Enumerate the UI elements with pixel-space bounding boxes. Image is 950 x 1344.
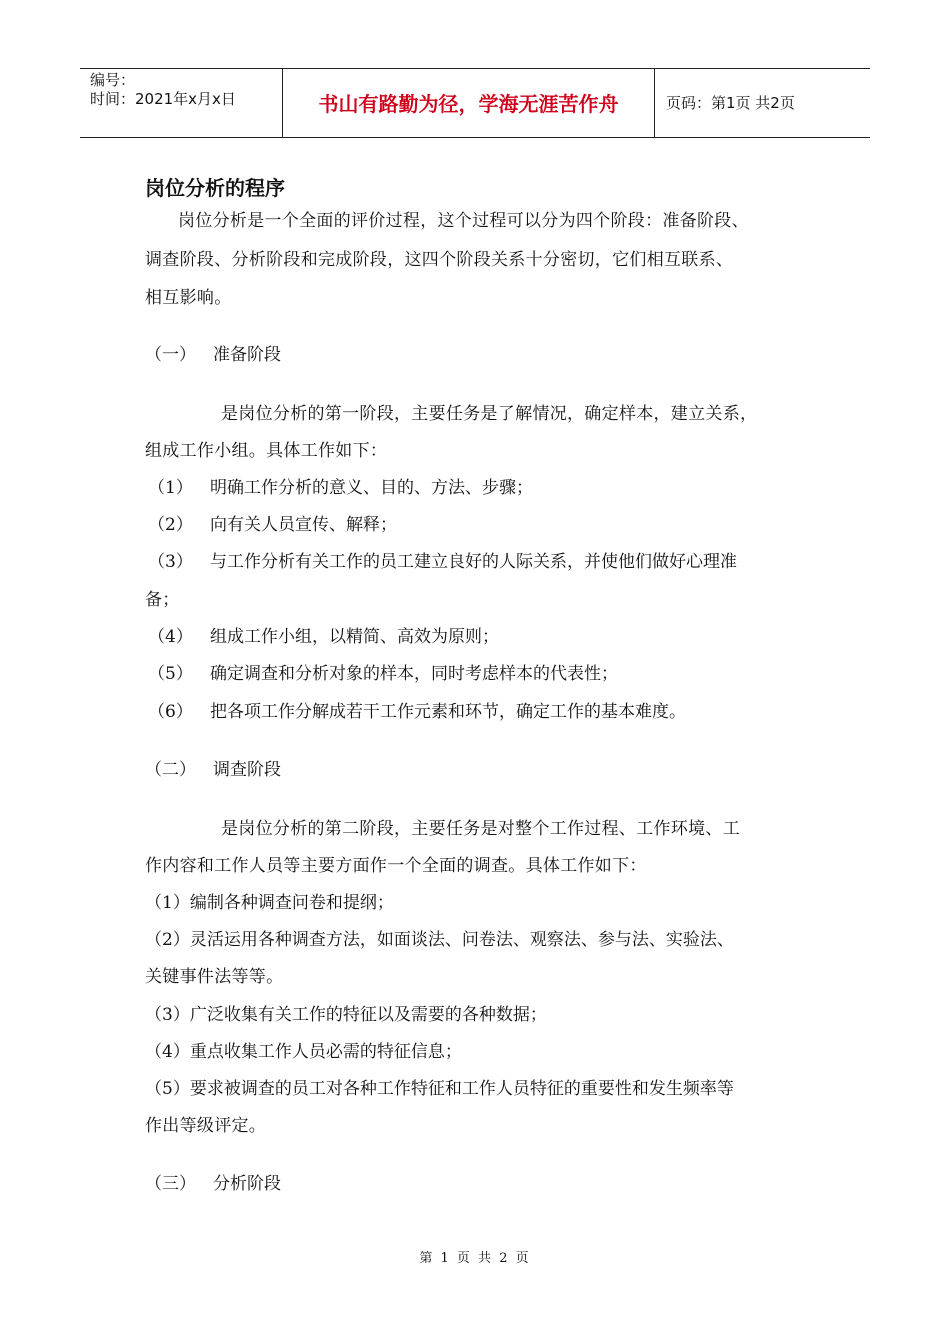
- document-title: 岗位分析的程序: [145, 176, 285, 200]
- section-heading: [145, 344, 281, 366]
- section-desc-line: 是岗位分析的第二阶段，主要任务是对整个工作过程、工作环境、工: [221, 819, 740, 839]
- section-name: 准备阶段: [213, 345, 281, 365]
- list-item: [148, 551, 737, 573]
- section-number: （一）: [145, 345, 196, 365]
- item-text: 确定调查和分析对象的样本，同时考虑样本的代表性；: [210, 664, 618, 684]
- list-item: （3）广泛收集有关工作的特征以及需要的各种数据；: [145, 1005, 547, 1025]
- item-continuation: 备；: [145, 590, 180, 610]
- list-item: [148, 701, 686, 723]
- section-name: 调查阶段: [213, 760, 281, 780]
- date-label: 时间：2021年x月x日: [90, 90, 236, 108]
- page-number-label: 页码：第1页 共2页: [666, 94, 795, 112]
- item-text: 把各项工作分解成若干工作元素和环节，确定工作的基本难度。: [210, 702, 686, 722]
- item-text: 与工作分析有关工作的员工建立良好的人际关系，并使他们做好心理准: [210, 552, 737, 572]
- list-item: （5）要求被调查的员工对各种工作特征和工作人员特征的重要性和发生频率等: [145, 1079, 734, 1099]
- list-item: [148, 514, 397, 536]
- intro-line: 相互影响。: [145, 288, 232, 308]
- item-text: 向有关人员宣传、解释；: [210, 515, 397, 535]
- item-number: （6）: [148, 702, 193, 722]
- list-item: （1）编制各种调查问卷和提纲；: [145, 893, 394, 913]
- list-item: [148, 663, 618, 685]
- header-meta-cell: [80, 69, 283, 137]
- section-heading: [145, 1173, 281, 1195]
- list-item: （2）灵活运用各种调查方法，如面谈法、问卷法、观察法、参与法、实验法、: [145, 930, 734, 950]
- section-desc-line: 作内容和工作人员等主要方面作一个全面的调查。具体工作如下：: [145, 856, 647, 876]
- list-item: [148, 626, 499, 648]
- header-page-cell: [656, 69, 870, 137]
- motto-text: 书山有路勤为径，学海无涯苦作舟: [318, 92, 619, 116]
- intro-line: 调查阶段、分析阶段和完成阶段，这四个阶段关系十分密切，它们相互联系、: [145, 250, 734, 270]
- item-number: （5）: [148, 664, 193, 684]
- item-text: 组成工作小组，以精简、高效为原则；: [210, 627, 499, 647]
- item-number: （4）: [148, 627, 193, 647]
- item-number: （3）: [148, 552, 193, 572]
- document-header: [80, 68, 870, 138]
- item-number: （2）: [148, 515, 193, 535]
- section-heading: [145, 759, 281, 781]
- section-desc-line: 是岗位分析的第一阶段，主要任务是了解情况，确定样本，建立关系，: [221, 404, 758, 424]
- page-footer: 第 1 页 共 2 页: [419, 1251, 531, 1266]
- section-desc-line: 组成工作小组。具体工作如下：: [145, 441, 388, 461]
- section-number: （三）: [145, 1174, 196, 1194]
- list-item: （4）重点收集工作人员必需的特征信息；: [145, 1042, 462, 1062]
- item-number: （1）: [148, 478, 193, 498]
- list-item: [148, 477, 533, 499]
- item-continuation: 关键事件法等等。: [145, 967, 284, 987]
- section-name: 分析阶段: [213, 1174, 281, 1194]
- item-text: 明确工作分析的意义、目的、方法、步骤；: [210, 478, 533, 498]
- intro-line: 岗位分析是一个全面的评价过程，这个过程可以分为四个阶段：准备阶段、: [178, 211, 749, 231]
- header-motto-cell: [283, 69, 655, 137]
- section-number: （二）: [145, 760, 196, 780]
- serial-number-label: 编号：: [90, 71, 136, 89]
- item-continuation: 作出等级评定。: [145, 1116, 267, 1136]
